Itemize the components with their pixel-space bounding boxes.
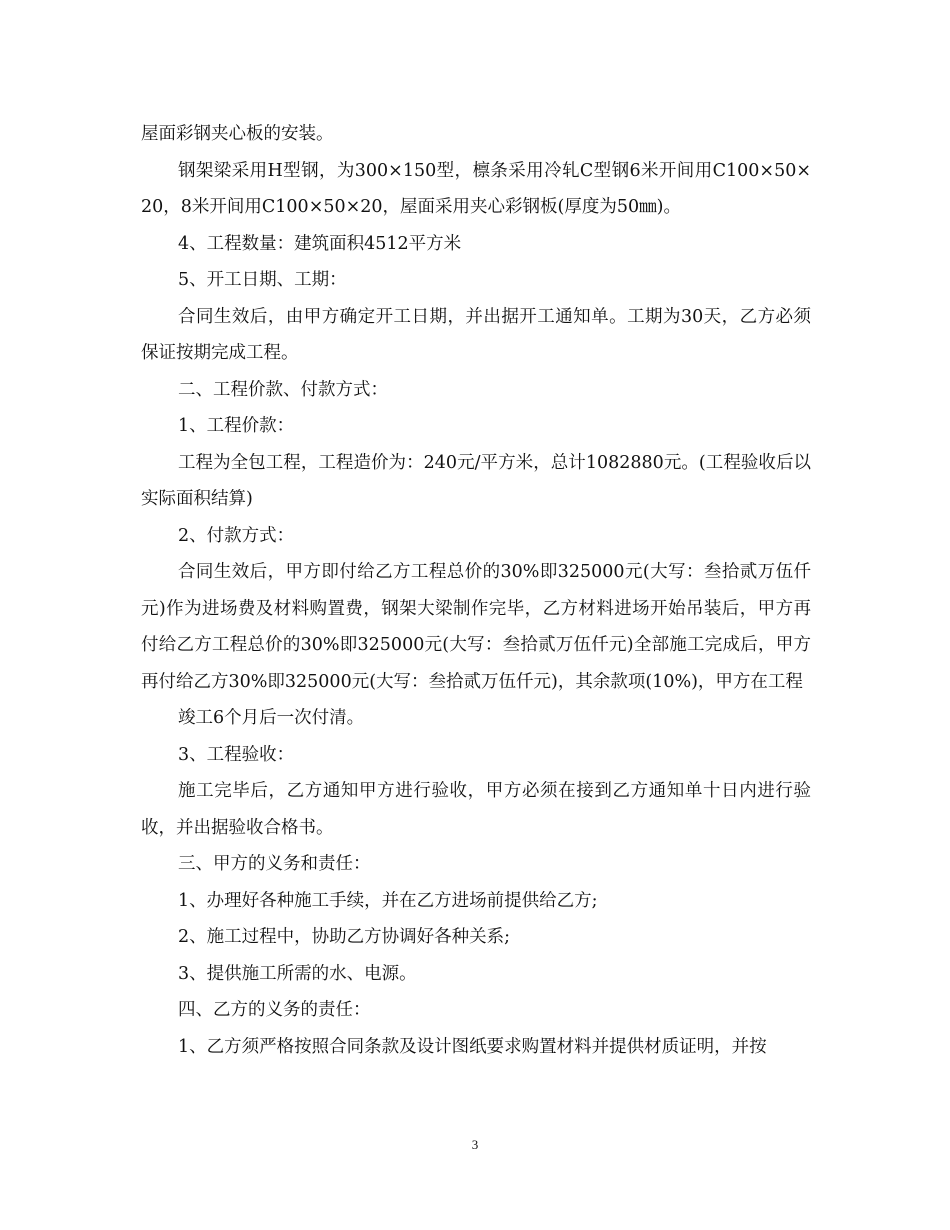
paragraph-party-b-item-1: 1、乙方须严格按照合同条款及设计图纸要求购置材料并提供材质证明，并按 [178, 1036, 767, 1057]
section-heading-price-payment: 二、工程价款、付款方式： [178, 379, 388, 400]
document-body [141, 116, 811, 1065]
paragraph-project-quantity: 4、工程数量：建筑面积4512平方米 [178, 233, 462, 254]
paragraph-acceptance: 施工完毕后，乙方通知甲方进行验收，甲方必须在接到乙方通知单十日内进行验收，并出据验收合格书。 [141, 781, 811, 838]
paragraph-price: 工程为全包工程，工程造价为：240元/平方米，总计1082880元。(工程验收后以实际面积结算) [141, 452, 811, 509]
page-number: 3 [471, 1137, 479, 1152]
section-heading-party-a: 三、甲方的义务和责任： [178, 854, 371, 874]
paragraph-start-date: 合同生效后，由甲方确定开工日期，并出据开工通知单。工期为30天，乙方必须保证按期完成工程。 [141, 306, 811, 363]
paragraph-continuation: 屋面彩钢夹心板的安装。 [141, 124, 334, 144]
paragraph-payment-heading: 2、付款方式： [178, 525, 295, 546]
paragraph-payment: 合同生效后，甲方即付给乙方工程总价的30%即325000元(大写：叁拾贰万伍仟元)作为进场费及材料购置费，钢架大梁制作完毕，乙方材料进场开始吊装后，甲方再付给乙方工程总价的30%即325000元(大写：叁拾贰万伍仟元)全部施工完成后，甲方再付给乙方30%即325000元(大写：叁拾贰万伍仟元)，其余款项(10%)，甲方在工程 [141, 562, 811, 692]
paragraph-party-a-item-3: 3、提供施工所需的水、电源。 [178, 963, 417, 984]
paragraph-price-heading: 1、工程价款： [178, 416, 295, 436]
paragraph-party-a-item-2: 2、施工过程中，协助乙方协调好各种关系; [178, 927, 511, 947]
paragraph-final-payment: 竣工6个月后一次付清。 [178, 708, 365, 728]
paragraph-acceptance-heading: 3、工程验收： [178, 744, 295, 765]
section-heading-party-b: 四、乙方的义务的责任： [178, 1000, 371, 1020]
paragraph-steel-structure: 钢架梁采用H型钢，为300×150型，檩条采用冷轧C型钢6米开间用C100×50×20，8米开间用C100×50×20，屋面采用夹心彩钢板(厚度为50㎜)。 [141, 160, 811, 217]
paragraph-party-a-item-1: 1、办理好各种施工手续，并在乙方进场前提供给乙方; [178, 890, 598, 911]
paragraph-start-date-heading: 5、开工日期、工期： [178, 270, 347, 290]
